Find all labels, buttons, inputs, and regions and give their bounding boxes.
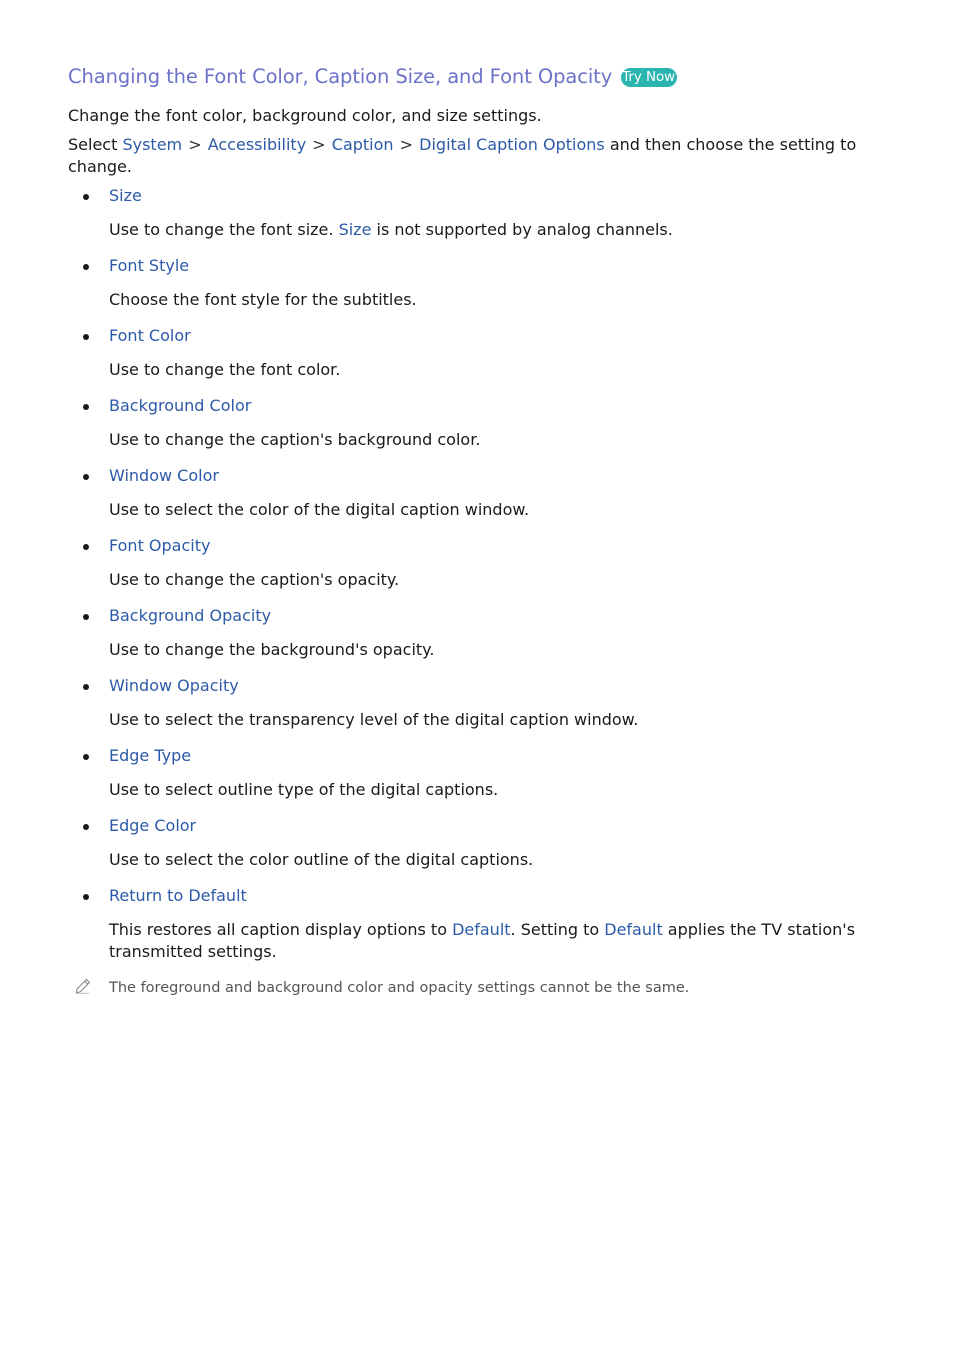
note bbox=[68, 978, 888, 998]
chevron-right-icon: > bbox=[188, 135, 202, 154]
list-item bbox=[68, 185, 888, 241]
option-edge-color[interactable]: Edge Color bbox=[109, 816, 197, 835]
try-now-button[interactable]: Try Now bbox=[622, 69, 676, 85]
path-caption-link[interactable]: Caption bbox=[331, 135, 394, 154]
intro-text: Change the font color, background color, and size settings. bbox=[68, 106, 542, 125]
list-item bbox=[68, 395, 888, 451]
pencil-icon bbox=[75, 978, 91, 994]
option-description: Use to select outline type of the digital captions. bbox=[109, 780, 499, 799]
option-edge-type[interactable]: Edge Type bbox=[109, 746, 192, 765]
note-text: The foreground and background color and opacity settings cannot be the same. bbox=[109, 980, 690, 996]
list-item bbox=[68, 255, 888, 311]
list-item bbox=[68, 465, 888, 521]
path-digital-caption-options-link[interactable]: Digital Caption Options bbox=[419, 135, 605, 154]
list-item bbox=[68, 885, 888, 963]
bullet-icon bbox=[83, 754, 89, 760]
option-description: Use to change the font size. Size is not supported by analog channels. bbox=[109, 220, 673, 239]
option-font-style[interactable]: Font Style bbox=[109, 256, 190, 275]
option-window-opacity[interactable]: Window Opacity bbox=[109, 676, 239, 695]
option-description: Use to change the caption's background color. bbox=[109, 430, 481, 449]
bullet-icon bbox=[83, 334, 89, 340]
bullet-icon bbox=[83, 544, 89, 550]
bullet-icon bbox=[83, 684, 89, 690]
caption-options-list bbox=[68, 185, 888, 963]
option-description: Use to change the caption's opacity. bbox=[109, 570, 400, 589]
default-link[interactable]: Default bbox=[604, 920, 663, 939]
page-content bbox=[68, 62, 888, 998]
list-item bbox=[68, 325, 888, 381]
option-background-opacity[interactable]: Background Opacity bbox=[109, 606, 272, 625]
chevron-right-icon: > bbox=[399, 135, 414, 154]
option-description: Use to select the color outline of the digital captions. bbox=[109, 850, 534, 869]
option-description: Choose the font style for the subtitles. bbox=[109, 290, 417, 309]
list-item bbox=[68, 535, 888, 591]
option-background-color[interactable]: Background Color bbox=[109, 396, 252, 415]
bullet-icon bbox=[83, 894, 89, 900]
select-suffix: and then choose the setting to change. bbox=[68, 135, 857, 176]
option-description: Use to select the color of the digital caption window. bbox=[109, 500, 530, 519]
path-system-link[interactable]: System bbox=[122, 135, 183, 154]
bullet-icon bbox=[83, 264, 89, 270]
bullet-icon bbox=[83, 824, 89, 830]
list-item bbox=[68, 675, 888, 731]
option-return-to-default[interactable]: Return to Default bbox=[109, 886, 247, 905]
select-prefix: Select bbox=[68, 135, 118, 154]
bullet-icon bbox=[83, 474, 89, 480]
option-window-color[interactable]: Window Color bbox=[109, 466, 219, 485]
option-font-opacity[interactable]: Font Opacity bbox=[109, 536, 211, 555]
path-accessibility-link[interactable]: Accessibility bbox=[207, 135, 307, 154]
chevron-right-icon: > bbox=[312, 135, 326, 154]
list-item bbox=[68, 745, 888, 801]
list-item bbox=[68, 605, 888, 661]
size-link[interactable]: Size bbox=[338, 220, 372, 239]
option-description: Use to select the transparency level of the digital caption window. bbox=[109, 710, 639, 729]
option-font-color[interactable]: Font Color bbox=[109, 326, 191, 345]
bullet-icon bbox=[83, 614, 89, 620]
menu-path-instruction bbox=[68, 134, 868, 178]
option-description: This restores all caption display options to Default. Setting to Default applies the TV station's transmitted settings. bbox=[109, 920, 856, 961]
option-description: Use to change the font color. bbox=[109, 360, 341, 379]
page-title: Changing the Font Color, Caption Size, and Font Opacity Try Now bbox=[68, 65, 676, 88]
default-link[interactable]: Default bbox=[452, 920, 511, 939]
bullet-icon bbox=[83, 404, 89, 410]
option-description: Use to change the background's opacity. bbox=[109, 640, 435, 659]
option-size[interactable]: Size bbox=[109, 186, 142, 205]
list-item bbox=[68, 815, 888, 871]
bullet-icon bbox=[83, 194, 89, 200]
